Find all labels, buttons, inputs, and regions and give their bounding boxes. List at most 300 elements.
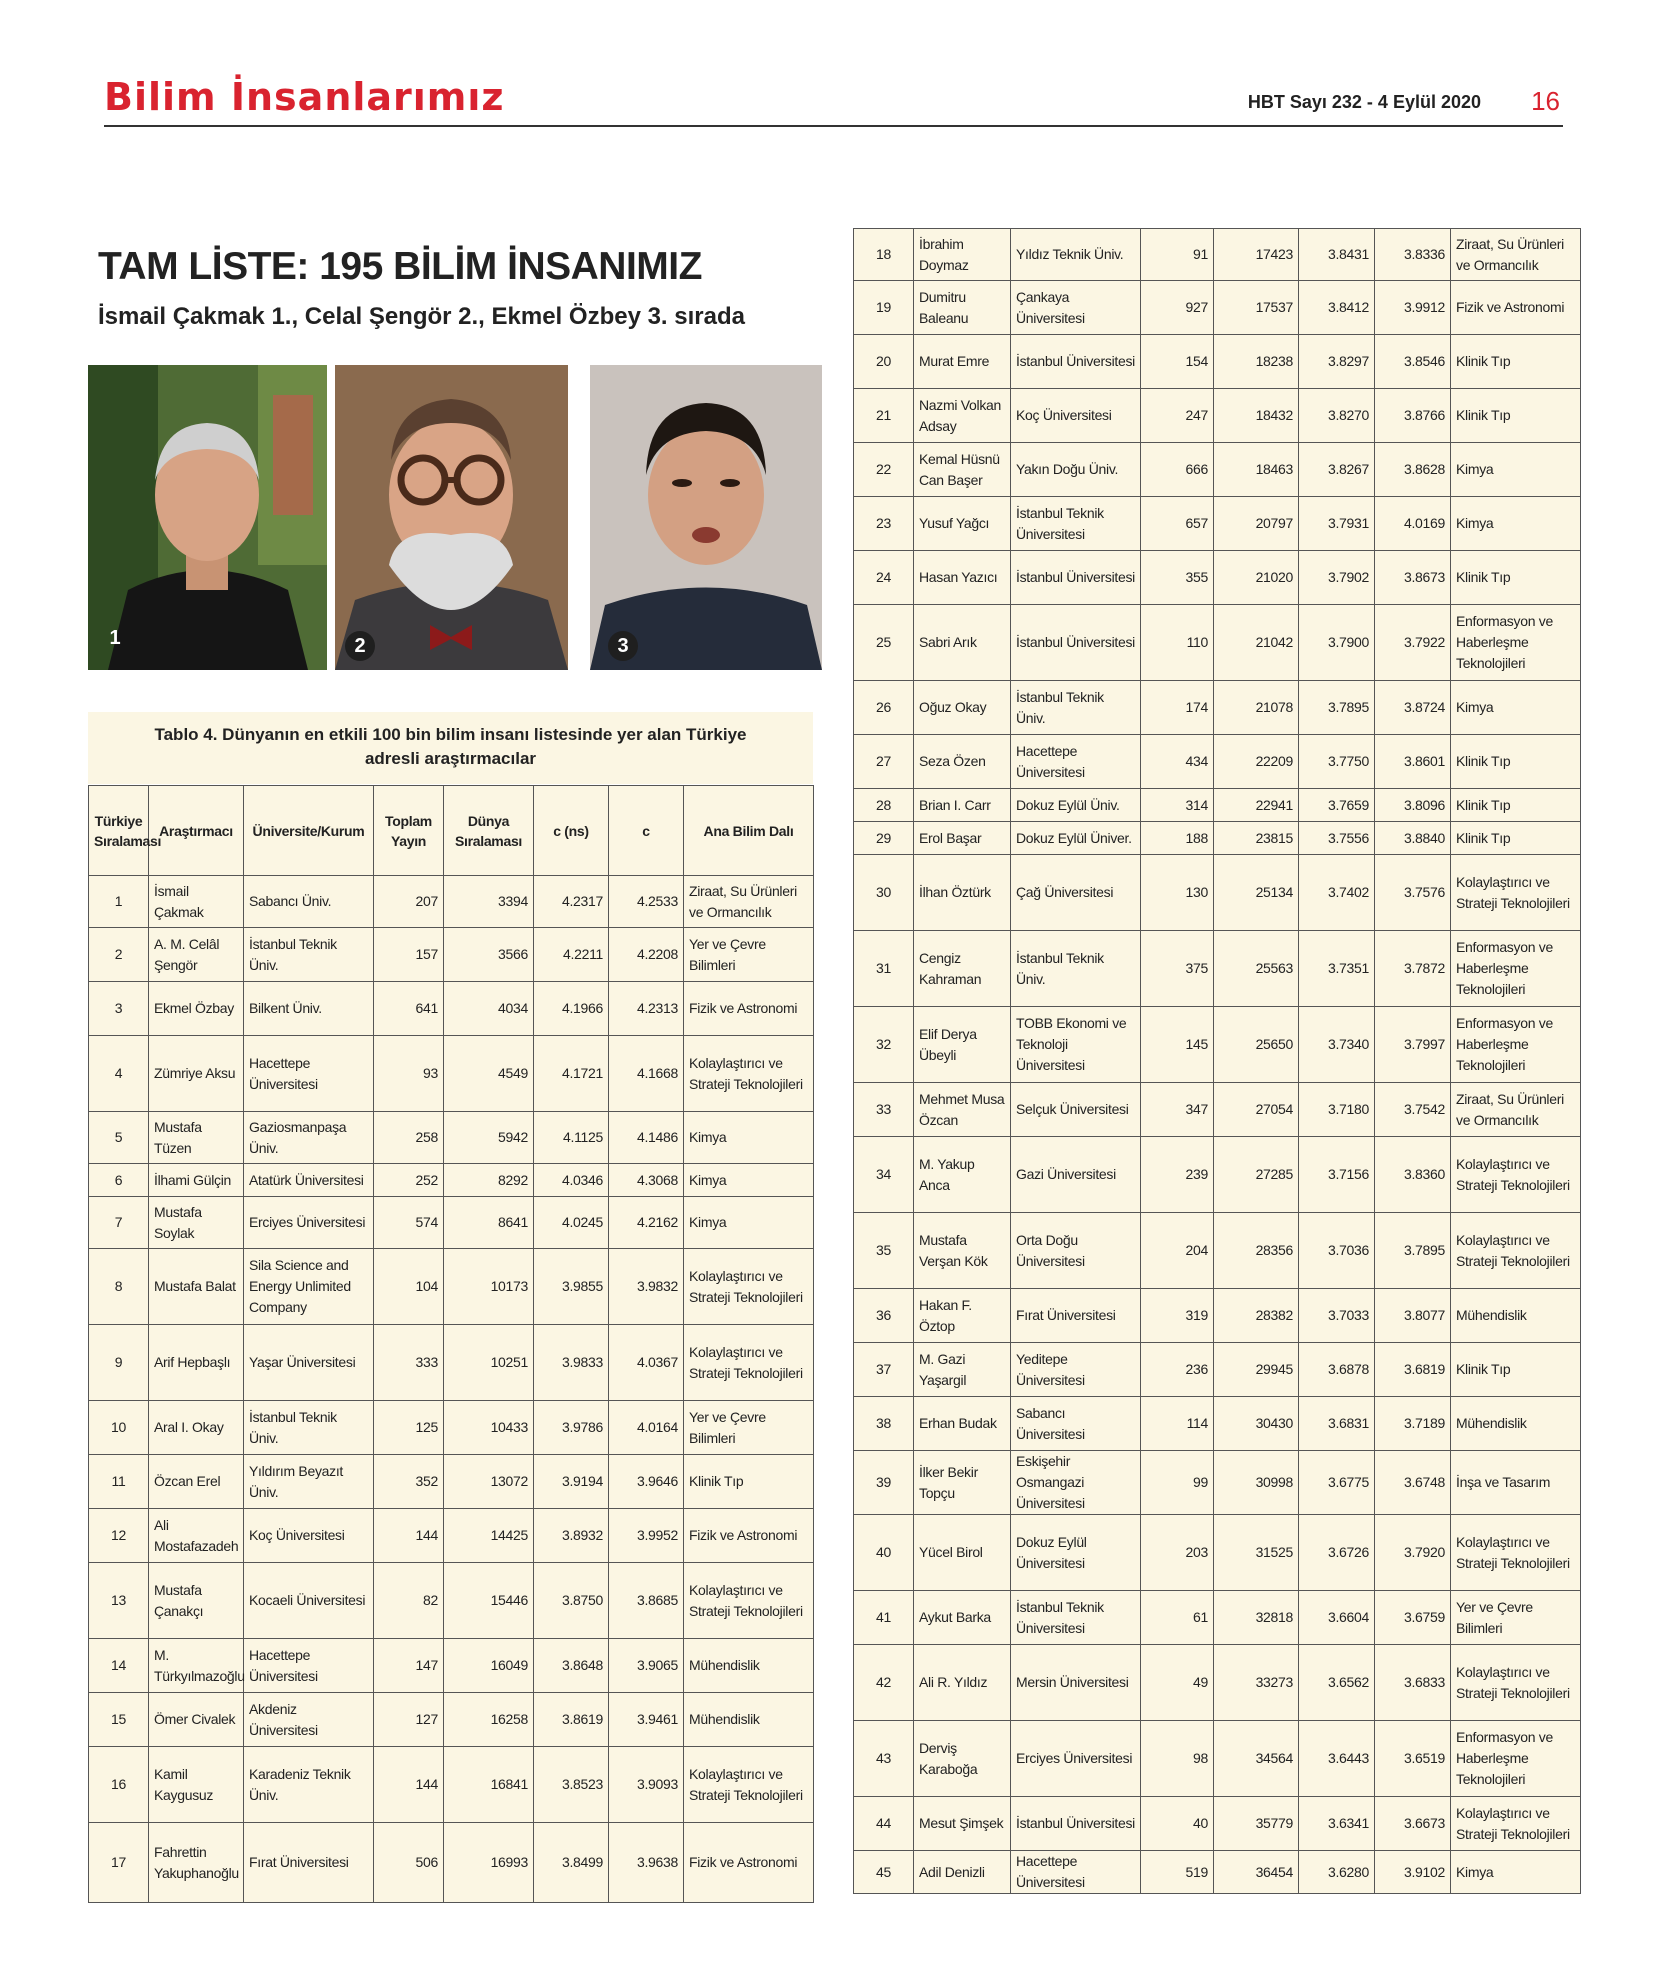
c-cell: 3.8840: [1375, 822, 1451, 855]
c-cell: 3.7189: [1375, 1397, 1451, 1451]
table-row: [89, 1325, 814, 1401]
column-header: Üniversite/Kurum: [244, 786, 374, 876]
table-row: [89, 1639, 814, 1693]
world-rank-cell: 8641: [444, 1197, 534, 1249]
world-rank-cell: 15446: [444, 1563, 534, 1639]
field-cell: İnşa ve Tasarım: [1451, 1451, 1581, 1515]
c-cell: 3.6833: [1375, 1645, 1451, 1721]
institution-cell: İstanbul Teknik Üniv.: [1011, 681, 1141, 735]
section-title: Bilim İnsanlarımız: [104, 75, 505, 119]
researcher-cell: Ali Mostafazadeh: [149, 1509, 244, 1563]
researcher-cell: Mustafa Tüzen: [149, 1112, 244, 1164]
world-rank-cell: 23815: [1214, 822, 1299, 855]
c-ns-cell: 3.9833: [534, 1325, 609, 1401]
field-cell: Kolaylaştırıcı ve Strateji Teknolojileri: [1451, 1137, 1581, 1213]
world-rank-cell: 10433: [444, 1401, 534, 1455]
publications-cell: 127: [374, 1693, 444, 1747]
publications-cell: 49: [1141, 1645, 1214, 1721]
publications-cell: 61: [1141, 1591, 1214, 1645]
rank-cell: 19: [854, 281, 914, 335]
c-ns-cell: 3.7900: [1299, 605, 1375, 681]
institution-cell: Erciyes Üniversitesi: [1011, 1721, 1141, 1797]
researcher-cell: Yusuf Yağcı: [914, 497, 1011, 551]
publications-cell: 657: [1141, 497, 1214, 551]
c-ns-cell: 3.7180: [1299, 1083, 1375, 1137]
c-ns-cell: 3.6775: [1299, 1451, 1375, 1515]
c-cell: 3.7997: [1375, 1007, 1451, 1083]
publications-cell: 204: [1141, 1213, 1214, 1289]
field-cell: Kolaylaştırıcı ve Strateji Teknolojileri: [684, 1036, 814, 1112]
institution-cell: Çankaya Üniversitesi: [1011, 281, 1141, 335]
publications-cell: 98: [1141, 1721, 1214, 1797]
rank-cell: 35: [854, 1213, 914, 1289]
researcher-cell: Nazmi Volkan Adsay: [914, 389, 1011, 443]
rank-cell: 39: [854, 1451, 914, 1515]
world-rank-cell: 16049: [444, 1639, 534, 1693]
rank-cell: 27: [854, 735, 914, 789]
table-row: [854, 1137, 1581, 1213]
portrait-photo-1: [88, 365, 327, 670]
institution-cell: Sabancı Üniversitesi: [1011, 1397, 1141, 1451]
institution-cell: Kocaeli Üniversitesi: [244, 1563, 374, 1639]
table-header-row: [89, 786, 814, 876]
c-ns-cell: 3.7556: [1299, 822, 1375, 855]
publications-cell: 147: [374, 1639, 444, 1693]
institution-cell: Koç Üniversitesi: [244, 1509, 374, 1563]
rank-cell: 9: [89, 1325, 149, 1401]
c-cell: 3.8685: [609, 1563, 684, 1639]
field-cell: Kolaylaştırıcı ve Strateji Teknolojileri: [684, 1563, 814, 1639]
publications-cell: 252: [374, 1164, 444, 1197]
world-rank-cell: 21078: [1214, 681, 1299, 735]
table-row: [854, 443, 1581, 497]
c-ns-cell: 4.0346: [534, 1164, 609, 1197]
publications-cell: 236: [1141, 1343, 1214, 1397]
field-cell: Mühendislik: [684, 1639, 814, 1693]
scientist-table-right: [853, 228, 1581, 1894]
c-cell: 3.9461: [609, 1693, 684, 1747]
rank-cell: 36: [854, 1289, 914, 1343]
photo-number-2: 2: [345, 631, 375, 661]
researcher-cell: M. Türkyılmazoğlu: [149, 1639, 244, 1693]
rank-cell: 26: [854, 681, 914, 735]
institution-cell: İstanbul Üniversitesi: [1011, 1797, 1141, 1851]
world-rank-cell: 16258: [444, 1693, 534, 1747]
world-rank-cell: 21042: [1214, 605, 1299, 681]
publications-cell: 125: [374, 1401, 444, 1455]
c-cell: 3.9832: [609, 1249, 684, 1325]
world-rank-cell: 21020: [1214, 551, 1299, 605]
table-row: [854, 1289, 1581, 1343]
table-row: [89, 876, 814, 928]
column-header: Türkiye Sıralaması: [89, 786, 149, 876]
c-ns-cell: 3.8523: [534, 1747, 609, 1823]
researcher-cell: Adil Denizli: [914, 1851, 1011, 1894]
rank-cell: 13: [89, 1563, 149, 1639]
world-rank-cell: 28356: [1214, 1213, 1299, 1289]
c-cell: 3.6748: [1375, 1451, 1451, 1515]
researcher-cell: İlker Bekir Topçu: [914, 1451, 1011, 1515]
researcher-cell: Özcan Erel: [149, 1455, 244, 1509]
c-cell: 4.2208: [609, 928, 684, 982]
table-row: [854, 1721, 1581, 1797]
world-rank-cell: 35779: [1214, 1797, 1299, 1851]
world-rank-cell: 17537: [1214, 281, 1299, 335]
institution-cell: Orta Doğu Üniversitesi: [1011, 1213, 1141, 1289]
column-header: Ana Bilim Dalı: [684, 786, 814, 876]
institution-cell: Gazi Üniversitesi: [1011, 1137, 1141, 1213]
world-rank-cell: 17423: [1214, 229, 1299, 281]
publications-cell: 188: [1141, 822, 1214, 855]
table-row: [854, 822, 1581, 855]
researcher-cell: Arif Hepbaşlı: [149, 1325, 244, 1401]
rank-cell: 1: [89, 876, 149, 928]
c-cell: 3.9952: [609, 1509, 684, 1563]
researcher-cell: Mehmet Musa Özcan: [914, 1083, 1011, 1137]
table-row: [854, 335, 1581, 389]
rank-cell: 4: [89, 1036, 149, 1112]
column-header: c (ns): [534, 786, 609, 876]
institution-cell: Dokuz Eylül Üniversitesi: [1011, 1515, 1141, 1591]
rank-cell: 12: [89, 1509, 149, 1563]
table-row: [89, 1112, 814, 1164]
c-ns-cell: 3.8648: [534, 1639, 609, 1693]
researcher-cell: İbrahim Doymaz: [914, 229, 1011, 281]
researcher-cell: Ömer Civalek: [149, 1693, 244, 1747]
world-rank-cell: 33273: [1214, 1645, 1299, 1721]
rank-cell: 5: [89, 1112, 149, 1164]
publications-cell: 174: [1141, 681, 1214, 735]
institution-cell: Mersin Üniversitesi: [1011, 1645, 1141, 1721]
field-cell: Fizik ve Astronomi: [684, 982, 814, 1036]
field-cell: Kimya: [1451, 497, 1581, 551]
c-ns-cell: 3.9855: [534, 1249, 609, 1325]
c-ns-cell: 3.6831: [1299, 1397, 1375, 1451]
field-cell: Kolaylaştırıcı ve Strateji Teknolojileri: [1451, 1645, 1581, 1721]
institution-cell: Dokuz Eylül Üniver.: [1011, 822, 1141, 855]
rank-cell: 37: [854, 1343, 914, 1397]
c-cell: 3.7920: [1375, 1515, 1451, 1591]
column-header: Dünya Sıralaması: [444, 786, 534, 876]
field-cell: Enformasyon ve Haberleşme Teknolojileri: [1451, 1721, 1581, 1797]
institution-cell: Hacettepe Üniversitesi: [1011, 1851, 1141, 1894]
researcher-cell: Elif Derya Übeyli: [914, 1007, 1011, 1083]
institution-cell: Akdeniz Üniversitesi: [244, 1693, 374, 1747]
field-cell: Ziraat, Su Ürünleri ve Ormancılık: [684, 876, 814, 928]
rank-cell: 30: [854, 855, 914, 931]
field-cell: Kimya: [1451, 681, 1581, 735]
world-rank-cell: 5942: [444, 1112, 534, 1164]
rank-cell: 16: [89, 1747, 149, 1823]
field-cell: Kimya: [684, 1164, 814, 1197]
page-number: 16: [1531, 86, 1560, 116]
publications-cell: 93: [374, 1036, 444, 1112]
publications-cell: 434: [1141, 735, 1214, 789]
rank-cell: 7: [89, 1197, 149, 1249]
c-ns-cell: 3.6878: [1299, 1343, 1375, 1397]
c-ns-cell: 3.7931: [1299, 497, 1375, 551]
publications-cell: 314: [1141, 789, 1214, 822]
table-row: [854, 389, 1581, 443]
c-ns-cell: 3.7351: [1299, 931, 1375, 1007]
researcher-cell: İsmail Çakmak: [149, 876, 244, 928]
field-cell: Kolaylaştırıcı ve Strateji Teknolojileri: [684, 1249, 814, 1325]
c-ns-cell: 3.8499: [534, 1823, 609, 1903]
world-rank-cell: 4549: [444, 1036, 534, 1112]
c-cell: 4.3068: [609, 1164, 684, 1197]
institution-cell: Dokuz Eylül Üniv.: [1011, 789, 1141, 822]
table-row: [89, 1747, 814, 1823]
institution-cell: Atatürk Üniversitesi: [244, 1164, 374, 1197]
rank-cell: 45: [854, 1851, 914, 1894]
c-cell: 3.8096: [1375, 789, 1451, 822]
field-cell: Fizik ve Astronomi: [1451, 281, 1581, 335]
field-cell: Kolaylaştırıcı ve Strateji Teknolojileri: [684, 1325, 814, 1401]
column-header: Araştırmacı: [149, 786, 244, 876]
institution-cell: Selçuk Üniversitesi: [1011, 1083, 1141, 1137]
publications-cell: 114: [1141, 1397, 1214, 1451]
table-row: [854, 1851, 1581, 1894]
researcher-cell: Sabri Arık: [914, 605, 1011, 681]
field-cell: Mühendislik: [1451, 1289, 1581, 1343]
table-row: [89, 1401, 814, 1455]
rank-cell: 21: [854, 389, 914, 443]
researcher-cell: Fahrettin Yakuphanoğlu: [149, 1823, 244, 1903]
c-ns-cell: 3.6562: [1299, 1645, 1375, 1721]
researcher-cell: Ekmel Özbay: [149, 982, 244, 1036]
c-ns-cell: 3.8431: [1299, 229, 1375, 281]
table-row: [854, 855, 1581, 931]
table-row: [854, 1515, 1581, 1591]
c-ns-cell: 3.7402: [1299, 855, 1375, 931]
world-rank-cell: 16993: [444, 1823, 534, 1903]
c-cell: 3.8766: [1375, 389, 1451, 443]
institution-cell: Yeditepe Üniversitesi: [1011, 1343, 1141, 1397]
researcher-cell: M. Yakup Anca: [914, 1137, 1011, 1213]
c-cell: 3.7922: [1375, 605, 1451, 681]
c-ns-cell: 3.7033: [1299, 1289, 1375, 1343]
field-cell: Yer ve Çevre Bilimleri: [684, 928, 814, 982]
c-ns-cell: 3.7895: [1299, 681, 1375, 735]
table-caption: Tablo 4. Dünyanın en etkili 100 bin bilim insanı listesinde yer alan Türkiye adresli araştırmacılar: [88, 712, 813, 784]
c-ns-cell: 3.9786: [534, 1401, 609, 1455]
field-cell: Enformasyon ve Haberleşme Teknolojileri: [1451, 605, 1581, 681]
researcher-cell: Kemal Hüsnü Can Başer: [914, 443, 1011, 497]
field-cell: Kimya: [1451, 443, 1581, 497]
publications-cell: 99: [1141, 1451, 1214, 1515]
rank-cell: 43: [854, 1721, 914, 1797]
table-row: [854, 1591, 1581, 1645]
rank-cell: 29: [854, 822, 914, 855]
c-ns-cell: 4.1721: [534, 1036, 609, 1112]
researcher-cell: İlhami Gülçin: [149, 1164, 244, 1197]
publications-cell: 110: [1141, 605, 1214, 681]
institution-cell: İstanbul Teknik Üniversitesi: [1011, 1591, 1141, 1645]
researcher-cell: Kamil Kaygusuz: [149, 1747, 244, 1823]
field-cell: Kimya: [1451, 1851, 1581, 1894]
c-ns-cell: 3.9194: [534, 1455, 609, 1509]
field-cell: Kolaylaştırıcı ve Strateji Teknolojileri: [1451, 855, 1581, 931]
rank-cell: 34: [854, 1137, 914, 1213]
table-row: [89, 1455, 814, 1509]
rank-cell: 20: [854, 335, 914, 389]
portrait-photo-2: [335, 365, 568, 670]
rank-cell: 38: [854, 1397, 914, 1451]
world-rank-cell: 18463: [1214, 443, 1299, 497]
world-rank-cell: 34564: [1214, 1721, 1299, 1797]
institution-cell: İstanbul Teknik Üniversitesi: [1011, 497, 1141, 551]
c-cell: 3.8601: [1375, 735, 1451, 789]
institution-cell: Hacettepe Üniversitesi: [1011, 735, 1141, 789]
field-cell: Kimya: [684, 1197, 814, 1249]
world-rank-cell: 27054: [1214, 1083, 1299, 1137]
c-ns-cell: 3.8932: [534, 1509, 609, 1563]
rank-cell: 10: [89, 1401, 149, 1455]
c-ns-cell: 4.2317: [534, 876, 609, 928]
field-cell: Klinik Tıp: [1451, 335, 1581, 389]
researcher-cell: Mustafa Verşan Kök: [914, 1213, 1011, 1289]
publications-cell: 157: [374, 928, 444, 982]
world-rank-cell: 18432: [1214, 389, 1299, 443]
rank-cell: 23: [854, 497, 914, 551]
table-row: [854, 1645, 1581, 1721]
publications-cell: 666: [1141, 443, 1214, 497]
world-rank-cell: 14425: [444, 1509, 534, 1563]
table-row: [89, 982, 814, 1036]
c-ns-cell: 3.7750: [1299, 735, 1375, 789]
field-cell: Klinik Tıp: [684, 1455, 814, 1509]
c-ns-cell: 3.6443: [1299, 1721, 1375, 1797]
world-rank-cell: 27285: [1214, 1137, 1299, 1213]
table-row: [89, 1509, 814, 1563]
field-cell: Fizik ve Astronomi: [684, 1509, 814, 1563]
field-cell: Kimya: [684, 1112, 814, 1164]
c-ns-cell: 3.6604: [1299, 1591, 1375, 1645]
c-cell: 3.6819: [1375, 1343, 1451, 1397]
c-ns-cell: 3.8619: [534, 1693, 609, 1747]
researcher-cell: M. Gazi Yaşargil: [914, 1343, 1011, 1397]
field-cell: Enformasyon ve Haberleşme Teknolojileri: [1451, 931, 1581, 1007]
c-ns-cell: 4.0245: [534, 1197, 609, 1249]
world-rank-cell: 18238: [1214, 335, 1299, 389]
rank-cell: 41: [854, 1591, 914, 1645]
institution-cell: Koç Üniversitesi: [1011, 389, 1141, 443]
field-cell: Klinik Tıp: [1451, 1343, 1581, 1397]
institution-cell: Fırat Üniversitesi: [244, 1823, 374, 1903]
table-row: [854, 1007, 1581, 1083]
c-ns-cell: 3.8270: [1299, 389, 1375, 443]
table-row: [854, 1083, 1581, 1137]
c-cell: 4.2313: [609, 982, 684, 1036]
article-subhead: İsmail Çakmak 1., Celal Şengör 2., Ekmel Özbey 3. sırada: [98, 303, 745, 330]
field-cell: Ziraat, Su Ürünleri ve Ormancılık: [1451, 1083, 1581, 1137]
rank-cell: 15: [89, 1693, 149, 1747]
world-rank-cell: 10251: [444, 1325, 534, 1401]
c-cell: 3.8724: [1375, 681, 1451, 735]
c-cell: 4.1668: [609, 1036, 684, 1112]
world-rank-cell: 30430: [1214, 1397, 1299, 1451]
publications-cell: 144: [374, 1509, 444, 1563]
rank-cell: 18: [854, 229, 914, 281]
institution-cell: Bilkent Üniv.: [244, 982, 374, 1036]
c-cell: 3.9638: [609, 1823, 684, 1903]
researcher-cell: Erhan Budak: [914, 1397, 1011, 1451]
c-cell: 3.8360: [1375, 1137, 1451, 1213]
table-row: [89, 1563, 814, 1639]
researcher-cell: Erol Başar: [914, 822, 1011, 855]
institution-cell: Yıldız Teknik Üniv.: [1011, 229, 1141, 281]
institution-cell: Gaziosmanpaşa Üniv.: [244, 1112, 374, 1164]
c-cell: 4.2162: [609, 1197, 684, 1249]
c-ns-cell: 3.6726: [1299, 1515, 1375, 1591]
field-cell: Klinik Tıp: [1451, 822, 1581, 855]
institution-cell: İstanbul Teknik Üniv.: [244, 928, 374, 982]
c-cell: 3.7542: [1375, 1083, 1451, 1137]
world-rank-cell: 25563: [1214, 931, 1299, 1007]
world-rank-cell: 28382: [1214, 1289, 1299, 1343]
rank-cell: 40: [854, 1515, 914, 1591]
field-cell: Enformasyon ve Haberleşme Teknolojileri: [1451, 1007, 1581, 1083]
c-ns-cell: 3.7340: [1299, 1007, 1375, 1083]
institution-cell: Sabancı Üniv.: [244, 876, 374, 928]
field-cell: Klinik Tıp: [1451, 789, 1581, 822]
c-cell: 4.1486: [609, 1112, 684, 1164]
researcher-cell: Mustafa Çanakçı: [149, 1563, 244, 1639]
field-cell: Kolaylaştırıcı ve Strateji Teknolojileri: [1451, 1797, 1581, 1851]
researcher-cell: Cengiz Kahraman: [914, 931, 1011, 1007]
table-row: [854, 1343, 1581, 1397]
rank-cell: 32: [854, 1007, 914, 1083]
world-rank-cell: 32818: [1214, 1591, 1299, 1645]
publications-cell: 207: [374, 876, 444, 928]
researcher-cell: Brian I. Carr: [914, 789, 1011, 822]
publications-cell: 154: [1141, 335, 1214, 389]
world-rank-cell: 29945: [1214, 1343, 1299, 1397]
institution-cell: Sila Science and Energy Unlimited Company: [244, 1249, 374, 1325]
rank-cell: 24: [854, 551, 914, 605]
c-ns-cell: 3.8412: [1299, 281, 1375, 335]
publications-cell: 641: [374, 982, 444, 1036]
field-cell: Mühendislik: [1451, 1397, 1581, 1451]
publications-cell: 355: [1141, 551, 1214, 605]
c-cell: 3.9093: [609, 1747, 684, 1823]
world-rank-cell: 22941: [1214, 789, 1299, 822]
researcher-cell: Hasan Yazıcı: [914, 551, 1011, 605]
c-cell: 3.9102: [1375, 1851, 1451, 1894]
researcher-cell: Ali R. Yıldız: [914, 1645, 1011, 1721]
rank-cell: 42: [854, 1645, 914, 1721]
field-cell: Yer ve Çevre Bilimleri: [684, 1401, 814, 1455]
publications-cell: 130: [1141, 855, 1214, 931]
world-rank-cell: 8292: [444, 1164, 534, 1197]
rank-cell: 2: [89, 928, 149, 982]
publications-cell: 347: [1141, 1083, 1214, 1137]
institution-cell: Çağ Üniversitesi: [1011, 855, 1141, 931]
world-rank-cell: 25134: [1214, 855, 1299, 931]
column-header: Toplam Yayın: [374, 786, 444, 876]
table-row: [854, 681, 1581, 735]
c-ns-cell: 3.7659: [1299, 789, 1375, 822]
institution-cell: Fırat Üniversitesi: [1011, 1289, 1141, 1343]
c-cell: 3.9646: [609, 1455, 684, 1509]
c-cell: 3.9912: [1375, 281, 1451, 335]
c-ns-cell: 3.6341: [1299, 1797, 1375, 1851]
c-cell: 3.8336: [1375, 229, 1451, 281]
publications-cell: 239: [1141, 1137, 1214, 1213]
world-rank-cell: 10173: [444, 1249, 534, 1325]
table-row: [854, 497, 1581, 551]
researcher-cell: Seza Özen: [914, 735, 1011, 789]
